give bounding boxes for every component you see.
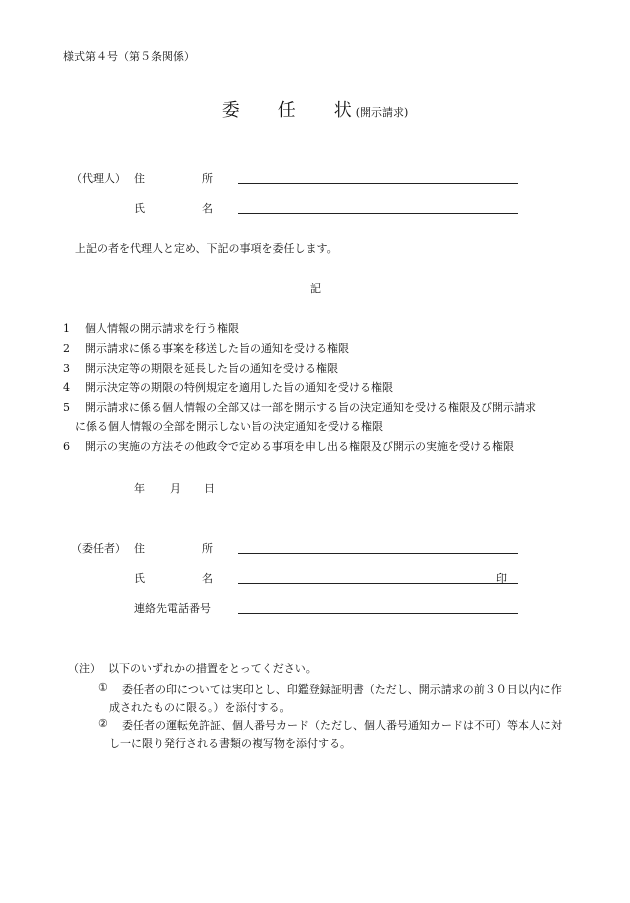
principal-address-label-b: 所 [202, 542, 213, 555]
list-item [63, 399, 536, 415]
principal-address-field[interactable] [238, 553, 518, 554]
list-item [63, 438, 514, 454]
item-number: 4 [63, 381, 70, 394]
list-item [63, 340, 349, 356]
note-2-mark: ② [98, 717, 108, 730]
item-text: 開示決定等の期限の特例規定を適用した旨の通知を受ける権限 [85, 381, 393, 394]
date-month-label: 月 [170, 482, 181, 495]
agent-address-label-a: 住 [134, 172, 145, 185]
date-day-label: 日 [204, 482, 215, 495]
agent-address-label-b: 所 [202, 172, 213, 185]
item-text: 個人情報の開示請求を行う権限 [85, 322, 239, 335]
note-2-line-2: し一に限り発行される書類の複写物を添付する。 [109, 737, 351, 750]
principal-name-field[interactable] [238, 583, 518, 584]
item-text: 開示請求に係る事案を移送した旨の通知を受ける権限 [85, 342, 349, 355]
list-item [63, 320, 239, 336]
principal-role-label: （委任者） [71, 542, 126, 555]
agent-address-field[interactable] [238, 183, 518, 184]
note-1-line-2: 成されたものに限る。）を添付する。 [109, 701, 291, 714]
item-text: 開示請求に係る個人情報の全部又は一部を開示する旨の決定通知を受ける権限及び開示請求 [85, 401, 536, 414]
title-char-3: 状 [333, 100, 352, 121]
principal-name-label-a: 氏 [134, 572, 145, 585]
notes-intro: 以下のいずれかの措置をとってください。 [108, 662, 317, 675]
note-2-line-1: 委任者の運転免許証、個人番号カード（ただし、個人番号通知カードは不可）等本人に対 [122, 719, 562, 732]
list-item [63, 379, 393, 395]
note-1-mark: ① [98, 681, 108, 694]
principal-name-label-b: 名 [202, 572, 213, 585]
item-number: 3 [63, 362, 70, 375]
agent-name-label-b: 名 [202, 202, 213, 215]
item-number: 6 [63, 440, 70, 453]
title-subtitle: (開示請求) [355, 106, 409, 119]
item-number: 5 [63, 401, 70, 414]
item-number: 2 [63, 342, 70, 355]
form-number-label: 様式第４号（第５条関係） [63, 50, 195, 63]
title-char-1: 委 [221, 100, 240, 121]
title-char-2: 任 [277, 100, 296, 121]
list-item [63, 360, 338, 376]
document-title [0, 96, 630, 122]
delegation-statement: 上記の者を代理人と定め、下記の事項を委任します。 [75, 242, 338, 255]
agent-name-label-a: 氏 [134, 202, 145, 215]
principal-phone-field[interactable] [238, 613, 518, 614]
list-item-continuation: に係る個人情報の全部を開示しない旨の決定通知を受ける権限 [75, 420, 383, 433]
note-1-line-1: 委任者の印については実印とし、印鑑登録証明書（ただし、開示請求の前３０日以内に作 [122, 683, 562, 696]
notes-label: （注） [68, 662, 101, 675]
principal-phone-label: 連絡先電話番号 [134, 602, 211, 615]
agent-role-label: （代理人） [71, 172, 126, 185]
principal-address-label-a: 住 [134, 542, 145, 555]
ki-heading: 記 [310, 282, 321, 295]
seal-mark: 印 [496, 572, 507, 585]
date-year-label: 年 [134, 482, 145, 495]
agent-name-field[interactable] [238, 213, 518, 214]
item-text: 開示の実施の方法その他政令で定める事項を申し出る権限及び開示の実施を受ける権限 [85, 440, 514, 453]
item-text: 開示決定等の期限を延長した旨の通知を受ける権限 [85, 362, 338, 375]
item-number: 1 [63, 322, 70, 335]
